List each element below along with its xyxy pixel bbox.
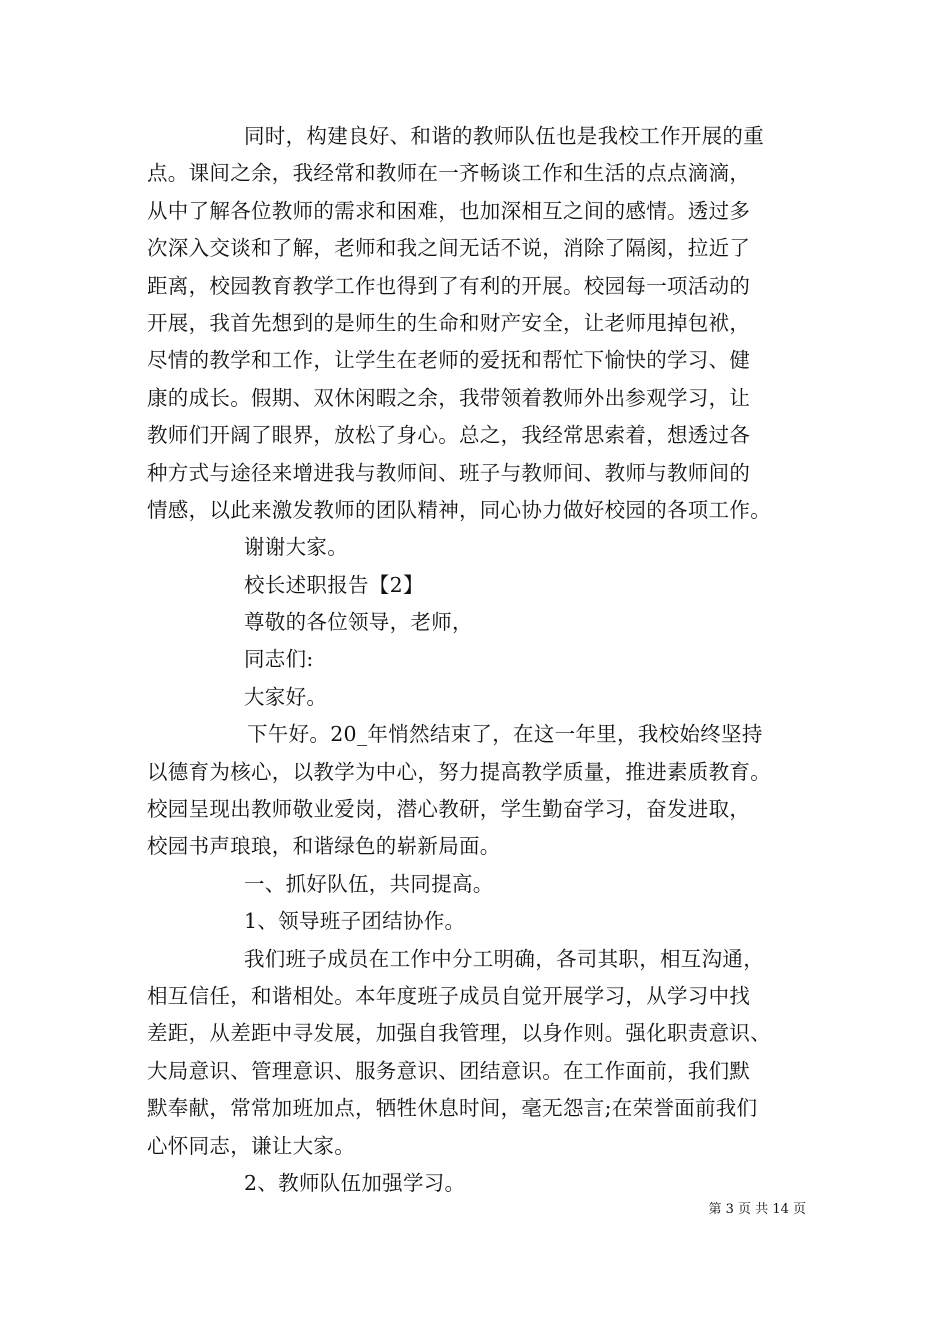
paragraph-line: 康的成长。假期、双休闲暇之余，我带领着教师外出参观学习，让: [147, 385, 751, 410]
salutation-line: 同志们:: [244, 647, 314, 672]
paragraph-line: 距离，校园教育教学工作也得到了有利的开展。校园每一项活动的: [147, 273, 751, 298]
body-text: [147, 118, 817, 1202]
paragraph-line: 教师们开阔了眼界，放松了身心。总之，我经常思索着，想透过各: [147, 423, 751, 448]
report-title: 校长述职报告【2】: [244, 572, 424, 597]
closing-line: 谢谢大家。: [244, 535, 348, 560]
paragraph-line: 校园呈现出教师敬业爱岗，潜心教研，学生勤奋学习，奋发进取，: [147, 797, 751, 822]
paragraph-line: 我们班子成员在工作中分工明确，各司其职，相互沟通，: [244, 946, 764, 971]
paragraph-line: 开展，我首先想到的是师生的生命和财产安全，让老师甩掉包袱，: [147, 310, 751, 335]
paragraph-line: 次深入交谈和了解，老师和我之间无话不说，消除了隔阂，拉近了: [147, 236, 751, 261]
paragraph-line: 情感，以此来激发教师的团队精神，同心协力做好校园的各项工作。: [147, 497, 771, 522]
paragraph-line: 大局意识、管理意识、服务意识、团结意识。在工作面前，我们默: [147, 1058, 751, 1083]
paragraph-line: 相互信任，和谐相处。本年度班子成员自觉开展学习，从学习中找: [147, 983, 751, 1008]
greeting-line: 大家好。: [244, 684, 328, 709]
paragraph-line: 从中了解各位教师的需求和困难，也加深相互之间的感情。透过多: [147, 198, 751, 223]
salutation-line: 尊敬的各位领导，老师，: [244, 610, 473, 635]
paragraph-line: 种方式与途径来增进我与教师间、班子与教师间、教师与教师间的: [147, 460, 751, 485]
paragraph-line: 同时，构建良好、和谐的教师队伍也是我校工作开展的重: [244, 124, 764, 148]
section-heading: 一、抓好队伍，共同提高。: [244, 871, 494, 896]
paragraph-line: 差距，从差距中寻发展，加强自我管理，以身作则。强化职责意识、: [147, 1021, 771, 1046]
paragraph-line: 校园书声琅琅，和谐绿色的崭新局面。: [147, 834, 501, 859]
paragraph-line: 默奉献，常常加班加点，牺牲休息时间，毫无怨言;在荣誉面前我们: [147, 1096, 758, 1121]
subsection-heading: 2、教师队伍加强学习。: [244, 1170, 466, 1195]
paragraph-line: 下午好。20_年悄然结束了，在这一年里，我校始终坚持: [247, 722, 763, 747]
paragraph-line: 点。课间之余，我经常和教师在一齐畅谈工作和生活的点点滴滴，: [147, 161, 751, 186]
paragraph-line: 心怀同志，谦让大家。: [147, 1133, 355, 1158]
subsection-heading: 1、领导班子团结协作。: [244, 909, 466, 934]
page-number: 第 3 页 共 14 页: [708, 1202, 806, 1217]
paragraph-line: 尽情的教学和工作，让学生在老师的爱抚和帮忙下愉快的学习、健: [147, 348, 751, 373]
paragraph-line: 以德育为核心，以教学为中心，努力提高教学质量，推进素质教育。: [147, 759, 771, 784]
